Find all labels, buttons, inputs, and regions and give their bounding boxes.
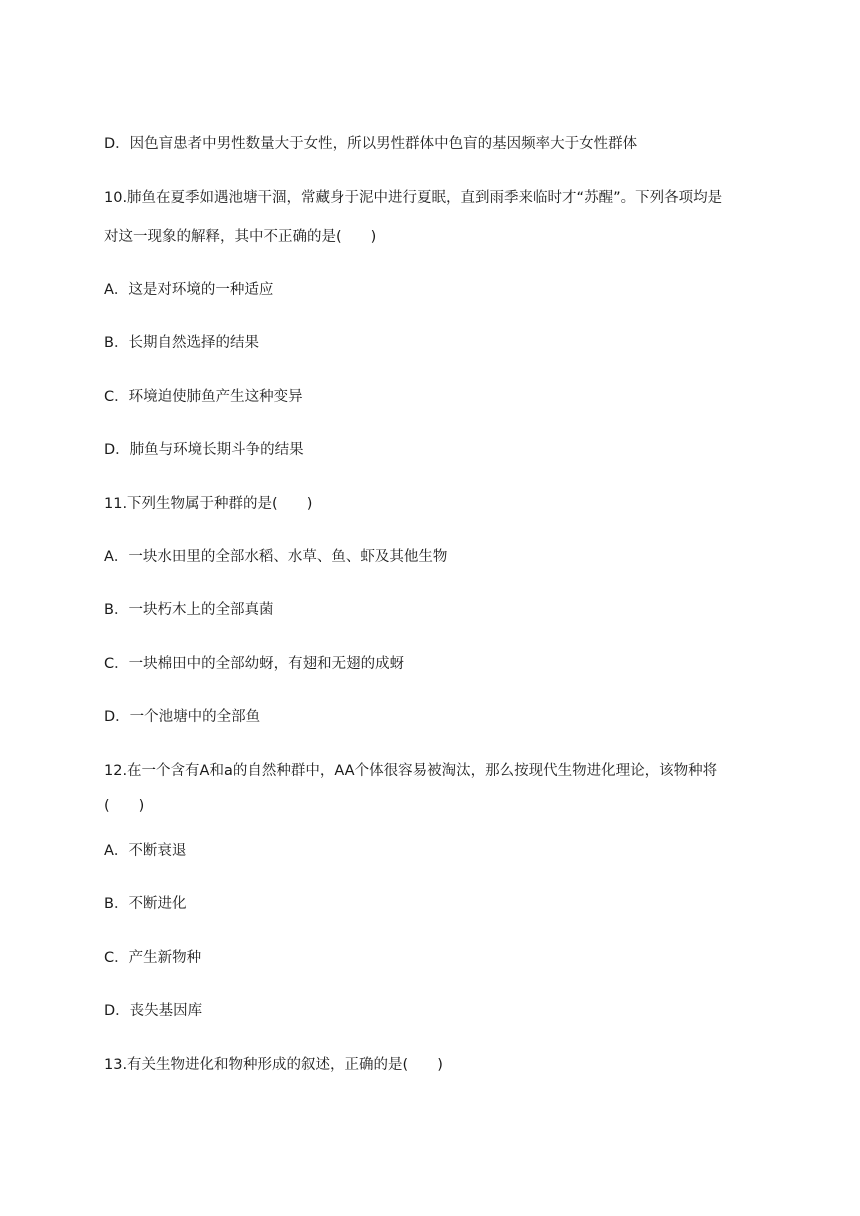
q12-stem-line2: ( )	[104, 798, 145, 814]
q12-stem-line1: 12.在一个含有A和a的自然种群中，AA个体很容易被淘汰，那么按现代生物进化理论，该物种将	[104, 763, 718, 779]
q10-option-a: A．这是对环境的一种适应	[104, 282, 274, 298]
q10-option-d: D．肺鱼与环境长期斗争的结果	[104, 442, 304, 458]
q10-stem-line2: 对这一现象的解释，其中不正确的是( )	[104, 229, 377, 245]
q10-option-c: C．环境迫使肺鱼产生这种变异	[104, 389, 303, 405]
q13-stem: 13.有关生物进化和物种形成的叙述，正确的是( )	[104, 1057, 443, 1073]
q11-option-a: A．一块水田里的全部水稻、水草、鱼、虾及其他生物	[104, 549, 448, 565]
q9-option-d: D．因色盲患者中男性数量大于女性，所以男性群体中色盲的基因频率大于女性群体	[104, 136, 638, 152]
q11-option-d: D．一个池塘中的全部鱼	[104, 709, 261, 725]
q11-stem: 11.下列生物属于种群的是( )	[104, 496, 313, 512]
q12-option-b: B．不断进化	[104, 896, 187, 912]
q12-option-d: D．丧失基因库	[104, 1003, 203, 1019]
q10-stem-line1: 10.肺鱼在夏季如遇池塘干涸，常藏身于泥中进行夏眠，直到雨季来临时才“苏醒”。下列各项均是	[104, 190, 723, 206]
q11-option-b: B．一块朽木上的全部真菌	[104, 602, 274, 618]
q10-option-b: B．长期自然选择的结果	[104, 335, 259, 351]
q12-option-c: C．产生新物种	[104, 950, 202, 966]
q12-option-a: A．不断衰退	[104, 843, 187, 859]
q11-option-c: C．一块棉田中的全部幼蚜，有翅和无翅的成蚜	[104, 656, 405, 672]
